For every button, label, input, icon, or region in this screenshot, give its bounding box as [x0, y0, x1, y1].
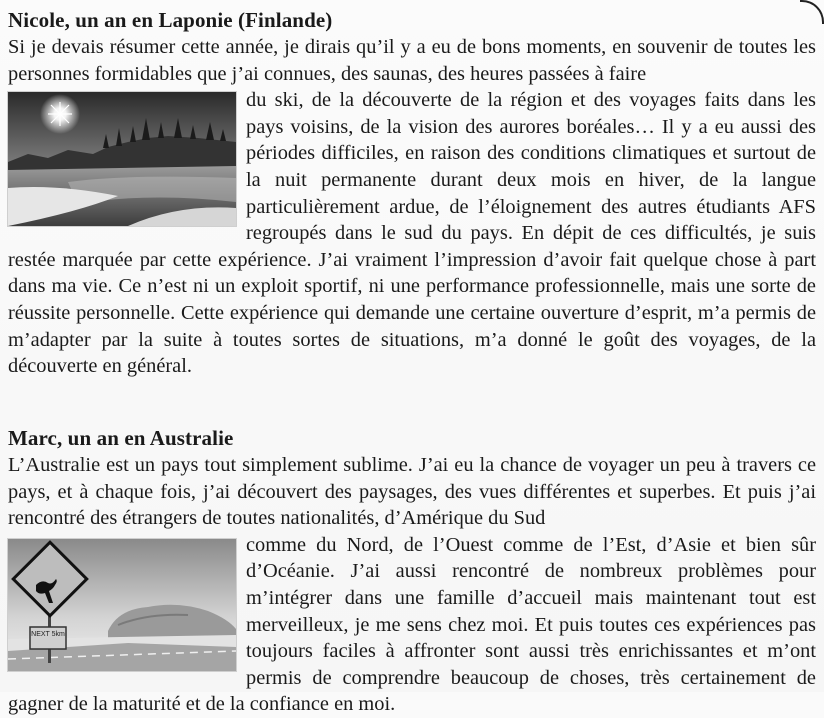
kangaroo-road-sign-photo — [8, 539, 236, 671]
section-body: comme du Nord, de l’Ouest comme de l’Est, d’Asie et bien sûr d’Océanie. J’ai aussi rencontré de nombreux problèmes pour m’intégrer dans une famille d’accueil mais maintenant tout est merveilleux, je me sens chez moi. Et puis toutes ces expériences pas toujours faciles à affronter sont aussi très enrichissantes et m’ont permis de comprendre beaucoup de choses, très certainement de gagner de la maturité et de la confiance en moi. — [8, 533, 816, 716]
winter-river-photo — [8, 92, 236, 226]
section-heading: Nicole, un an en Laponie (Finlande) — [8, 8, 333, 32]
sign-text: NEXT 5km — [31, 630, 65, 638]
testimonial-marc — [8, 424, 816, 718]
section-heading: Marc, un an en Australie — [8, 426, 234, 450]
section-body-first-line: Si je devais résumer cette année, je dirais qu’il y a eu de bons moments, en souvenir de toutes les personnes formidables que j’ai connues, des saunas, des heures passées à faire — [8, 36, 816, 85]
section-body-first-lines: L’Australie est un pays tout simplement sublime. J’ai eu la chance de voyager un peu à travers ce pays, et à chaque fois, j’ai découvert des paysages, des vues différentes et superbes. Et puis j’ai rencontré des étrangers de toutes nationalités, d’Amérique du Sud — [8, 454, 816, 530]
section-body: du ski, de la découverte de la région et des voyages faits dans les pays voisins, de la vision des aurores boréales… Il y a eu aussi des périodes difficiles, en raison des conditions climatiques et surtout de la nuit permanente durant deux mois en hiver, de la langue particulièrement ardue, de l’éloignement des autres étudiants AFS regroupés dans le sud du pays. En dépit de ces difficultés, je suis restée marquée par cette expérience. J’ai vraiment l’impression d’avoir fait quelque chose à part dans ma vie. Ce n’est ni un exploit sportif, ni une performance professionnelle, mais une sorte de réussite personnelle. Cette expérience qui demande une certaine ouverture d’esprit, m’a permis de m’adapter par la suite à toutes sortes de situations, m’a donné le goût des voyages, de la découverte en général. — [8, 89, 816, 378]
testimonial-nicole — [8, 6, 816, 380]
